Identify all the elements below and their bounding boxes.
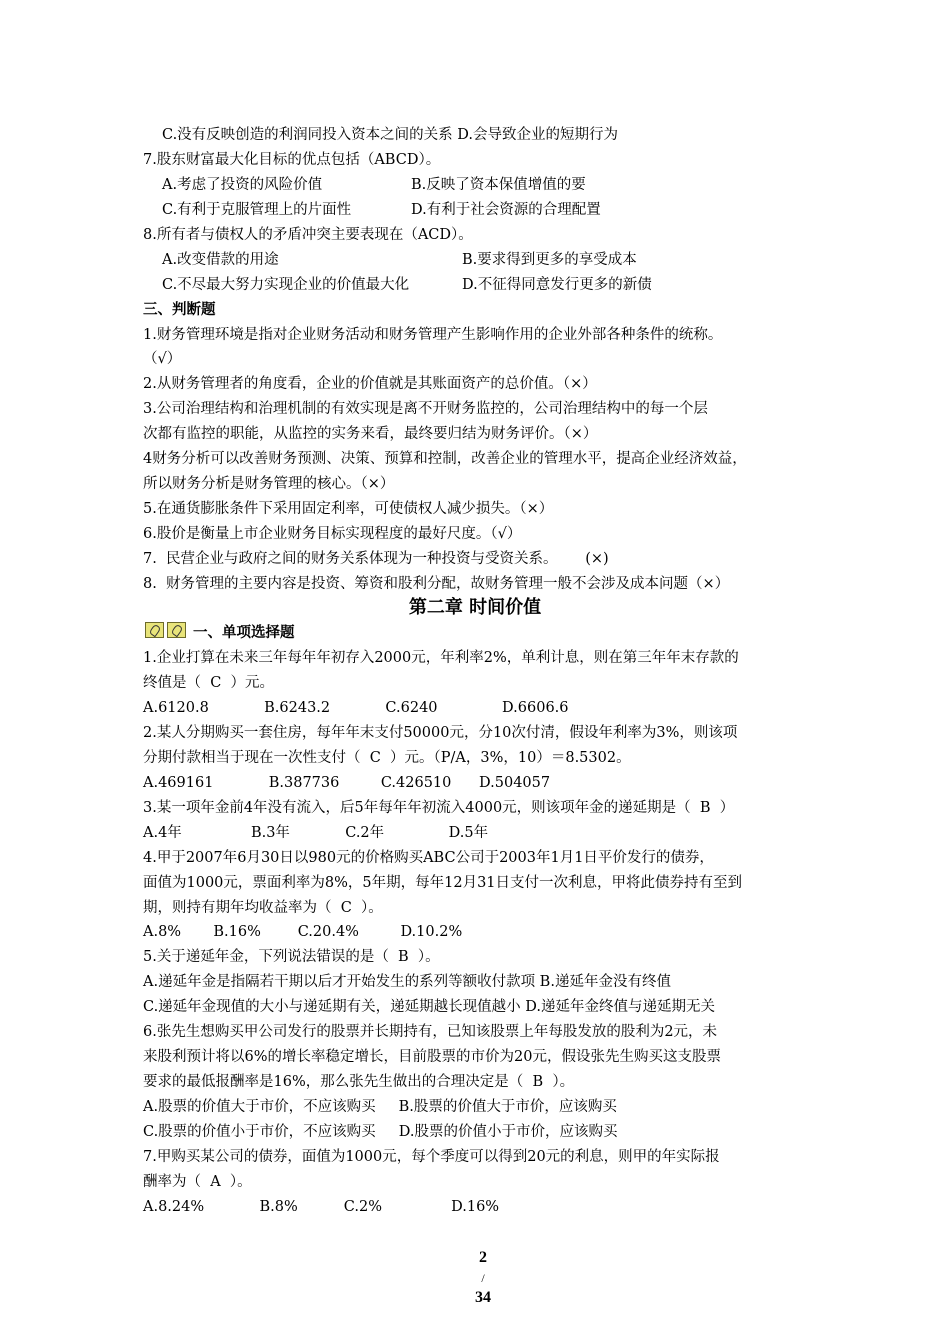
option-line: A.8% B.16% C.20.4% D.10.2% xyxy=(143,924,463,940)
question-line: 2.某人分期购买一套住房，每年年末支付50000元，分10次付清，假设年利率为3%，则该项 xyxy=(143,725,738,741)
chapter-title: 第二章 时间价值 xyxy=(408,597,542,618)
text-line: 所以财务分析是财务管理的核心。（×） xyxy=(143,476,395,492)
text-line: 8. 财务管理的主要内容是投资、筹资和股利分配，故财务管理一般不会涉及成本问题（×） xyxy=(143,576,730,592)
text-line: 2.从财务管理者的角度看，企业的价值就是其账面资产的总价值。（×） xyxy=(143,376,597,392)
option-line: D.不征得同意发行更多的新债 xyxy=(462,277,652,293)
page-total: 34 xyxy=(475,1289,491,1306)
question-line: 要求的最低报酬率是16%，那么张先生做出的合理决定是（ B ）。 xyxy=(143,1074,575,1090)
question-line: 来股利预计将以6%的增长率稳定增长，目前股票的市价为20元，假设张先生购买这支股票 xyxy=(143,1049,721,1065)
question-line: 期，则持有期年均收益率为（ C ）。 xyxy=(143,900,383,916)
option-line: A.改变借款的用途 xyxy=(162,252,279,268)
text-line: C.没有反映创造的利润同投入资本之间的关系 D.会导致企业的短期行为 xyxy=(162,127,619,143)
page-separator: / xyxy=(481,1271,485,1285)
text-line: （√） xyxy=(143,351,182,367)
section-heading: 一、单项选择题 xyxy=(193,625,295,641)
option-line: C.有利于克服管理上的片面性 xyxy=(162,202,352,218)
question-line: 酬率为（ A ）。 xyxy=(143,1174,252,1190)
option-line: A.6120.8 B.6243.2 C.6240 D.6606.6 xyxy=(143,700,569,716)
option-line: C.递延年金现值的大小与递延期有关，递延期越长现值越小 D.递延年金终值与递延期无关 xyxy=(143,999,716,1015)
text-line: 5.在通货膨胀条件下采用固定利率，可使债权人减少损失。（×） xyxy=(143,501,554,517)
page-number xyxy=(0,1228,950,1328)
option-line: C.不尽最大努力实现企业的价值最大化 xyxy=(162,277,410,293)
question-line: 面值为1000元，票面利率为8%，5年期，每年12月31日支付一次利息，甲将此债券持有至到 xyxy=(143,875,743,891)
icon-group xyxy=(145,622,191,638)
option-line: A.4年 B.3年 C.2年 D.5年 xyxy=(143,825,489,841)
text-line: 3.公司治理结构和治理机制的有效实现是离不开财务监控的，公司治理结构中的每一个层 xyxy=(143,401,708,417)
section-heading: 三、判断题 xyxy=(143,302,216,318)
text-line: 次都有监控的职能，从监控的实务来看，最终要归结为财务评价。（×） xyxy=(143,426,598,442)
option-line: A.469161 B.387736 C.426510 D.504057 xyxy=(143,775,551,791)
question-line: 终值是（ C ）元。 xyxy=(143,675,275,691)
pencil-icon xyxy=(167,622,186,638)
question-line: 7.甲购买某公司的债券，面值为1000元，每个季度可以得到20元的利息，则甲的年实际报 xyxy=(143,1149,720,1165)
question-line: 1.企业打算在未来三年每年年初存入2000元，年利率2%，单利计息，则在第三年年末存款的 xyxy=(143,650,739,666)
question-line: 4.甲于2007年6月30日以980元的价格购买ABC公司于2003年1月1日平价发行的债券， xyxy=(143,850,714,866)
option-line: A.8.24% B.8% C.2% D.16% xyxy=(143,1199,500,1215)
pencil-icon xyxy=(145,622,164,638)
page-current: 2 xyxy=(479,1249,487,1266)
option-line: A.股票的价值大于市价，不应该购买 B.股票的价值大于市价，应该购买 xyxy=(143,1099,617,1115)
question-line: 6.张先生想购买甲公司发行的股票并长期持有，已知该股票上年每股发放的股利为2元，未 xyxy=(143,1024,718,1040)
question-line: 8.所有者与债权人的矛盾冲突主要表现在（ACD）。 xyxy=(143,227,473,243)
option-line: D.有利于社会资源的合理配置 xyxy=(411,202,601,218)
question-line: 3.某一项年金前4年没有流入，后5年每年年初流入4000元，则该项年金的递延期是（ B ） xyxy=(143,800,735,816)
option-line: B.反映了资本保值增值的要 xyxy=(411,177,586,193)
question-line: 7.股东财富最大化目标的优点包括（ABCD）。 xyxy=(143,152,441,168)
question-line: 分期付款相当于现在一次性支付（ C ）元。（P/A，3%，10）＝8.5302。 xyxy=(143,750,631,766)
option-line: B.要求得到更多的享受成本 xyxy=(462,252,637,268)
text-line: 1.财务管理环境是指对企业财务活动和财务管理产生影响作用的企业外部各种条件的统称。 xyxy=(143,327,723,343)
text-line: 6.股价是衡量上市企业财务目标实现程度的最好尺度。（√） xyxy=(143,526,522,542)
option-line: A.考虑了投资的风险价值 xyxy=(162,177,323,193)
option-line: C.股票的价值小于市价，不应该购买 D.股票的价值小于市价，应该购买 xyxy=(143,1124,618,1140)
text-line: 7. 民营企业与政府之间的财务关系体现为一种投资与受资关系。 (×) xyxy=(143,551,609,567)
question-line: 5.关于递延年金，下列说法错误的是（ B ）。 xyxy=(143,949,440,965)
option-line: A.递延年金是指隔若干期以后才开始发生的系列等额收付款项 B.递延年金没有终值 xyxy=(143,974,671,990)
text-line: 4财务分析可以改善财务预测、决策、预算和控制，改善企业的管理水平，提高企业经济效益， xyxy=(143,451,747,467)
